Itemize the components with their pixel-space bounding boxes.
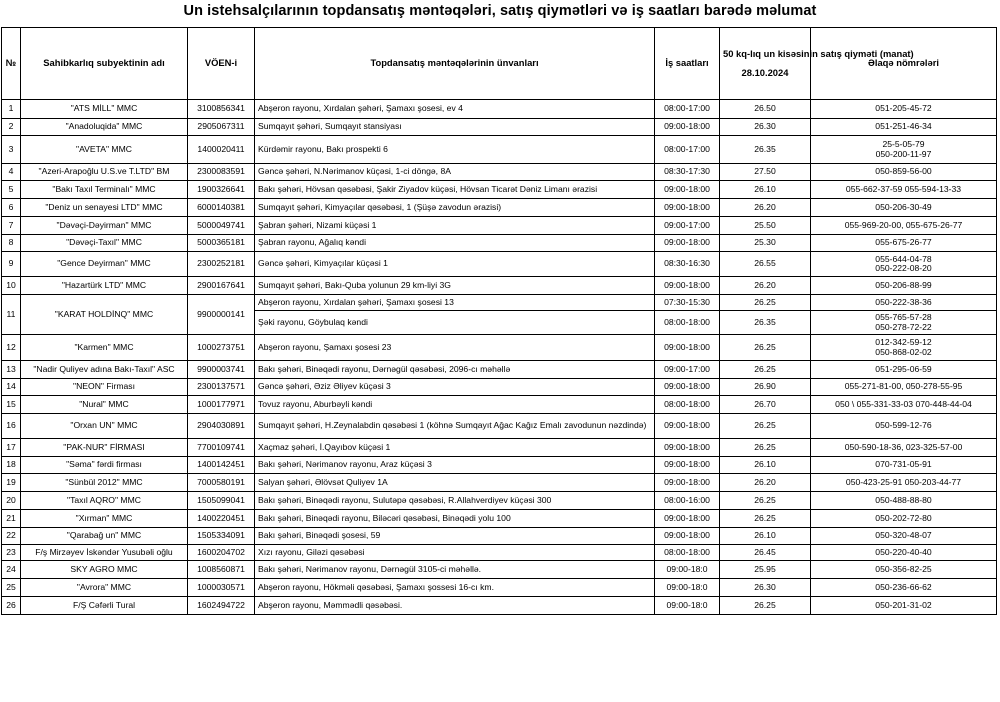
cell-price: 26.25	[720, 335, 811, 361]
cell-voen: 2300252181	[188, 252, 255, 277]
cell-price: 25.50	[720, 217, 811, 235]
cell-name: F/Ş Cəfərli Tural	[21, 597, 188, 615]
cell-no: 24	[2, 561, 21, 579]
cell-phones: 050-859-56-00	[811, 164, 997, 181]
cell-price: 26.90	[720, 379, 811, 396]
cell-address: Bakı şəhəri, Hövsan qəsəbəsi, Şakir Ziyadov küçəsi, Hövsan Ticarət Dəniz Limanı ərazisi	[255, 181, 655, 199]
cell-address: Bakı şəhəri, Nərimanov rayonu, Araz küçəsi 3	[255, 457, 655, 474]
cell-name: "NEON" Firması	[21, 379, 188, 396]
cell-address: Salyan şəhəri, Əlövsət Quliyev 1A	[255, 474, 655, 492]
cell-voen: 2300083591	[188, 164, 255, 181]
cell-address: Sumqayıt şəhəri, Sumqayıt stansiyası	[255, 119, 655, 136]
cell-name: "AVETA" MMC	[21, 136, 188, 164]
cell-hours: 09:00-18:00	[655, 528, 720, 545]
cell-phones: 051-205-45-72	[811, 100, 997, 119]
cell-no: 22	[2, 528, 21, 545]
cell-voen: 1900326641	[188, 181, 255, 199]
cell-no: 5	[2, 181, 21, 199]
cell-hours: 09:00-18:00	[655, 379, 720, 396]
cell-price: 26.10	[720, 528, 811, 545]
header-row	[2, 28, 997, 100]
cell-price: 26.20	[720, 474, 811, 492]
cell-price: 25.95	[720, 561, 811, 579]
cell-price: 26.25	[720, 295, 811, 311]
table-row	[2, 235, 997, 252]
cell-hours: 09:00-18:00	[655, 474, 720, 492]
cell-no: 10	[2, 277, 21, 295]
cell-price: 26.30	[720, 119, 811, 136]
cell-hours: 08:00-18:00	[655, 545, 720, 561]
header-voen: VÖEN-i	[188, 28, 255, 100]
cell-price: 25.30	[720, 235, 811, 252]
document-title: Un istehsalçılarının topdansatış məntəqələri, satış qiymətləri və iş saatları barədə məlumat	[183, 3, 817, 19]
cell-name: "Orxan UN" MMC	[21, 414, 188, 439]
table-row	[2, 199, 997, 217]
cell-price: 26.25	[720, 414, 811, 439]
cell-no: 21	[2, 510, 21, 528]
cell-no: 20	[2, 492, 21, 510]
table-row	[2, 119, 997, 136]
table-row	[2, 597, 997, 615]
cell-name: F/ş Mirzəyev İskəndər Yusubəli oğlu	[21, 545, 188, 561]
cell-phones: 050-356-82-25	[811, 561, 997, 579]
producers-table	[1, 27, 997, 615]
cell-hours: 09:00-18:00	[655, 199, 720, 217]
cell-name: "Nural" MMC	[21, 396, 188, 414]
cell-hours: 08:00-18:00	[655, 311, 720, 335]
cell-voen: 5000049741	[188, 217, 255, 235]
cell-phones: 055-662-37-59 055-594-13-33	[811, 181, 997, 199]
cell-hours: 09:00-17:00	[655, 217, 720, 235]
cell-address: Abşeron rayonu, Xırdalan şəhəri, Şamaxı şosesi, ev 4	[255, 100, 655, 119]
cell-hours: 09:00-18:0	[655, 597, 720, 615]
cell-address: Abşeron rayonu, Hökməli qəsəbəsi, Şamaxı şossesi 16-cı km.	[255, 579, 655, 597]
table-row	[2, 528, 997, 545]
cell-phones: 050-222-38-36	[811, 295, 997, 311]
cell-address: Şabran şəhəri, Nizami küçəsi 1	[255, 217, 655, 235]
cell-address: Abşeron rayonu, Məmmədli qəsəbəsi.	[255, 597, 655, 615]
cell-no: 11	[2, 295, 21, 335]
cell-hours: 08:30-16:30	[655, 252, 720, 277]
cell-name: "Gence Deyirman" MMC	[21, 252, 188, 277]
cell-hours: 08:30-17:30	[655, 164, 720, 181]
cell-no: 1	[2, 100, 21, 119]
cell-address: Abşeron rayonu, Şamaxı şosesi 23	[255, 335, 655, 361]
cell-phones: 050-206-30-49	[811, 199, 997, 217]
cell-phones: 25-5-05-79 050-200-11-97	[811, 136, 997, 164]
cell-price: 26.45	[720, 545, 811, 561]
cell-phones: 055-765-57-28 050-278-72-22	[811, 311, 997, 335]
cell-price: 27.50	[720, 164, 811, 181]
table-row	[2, 379, 997, 396]
cell-name: "Taxıl AQRO" MMC	[21, 492, 188, 510]
cell-voen: 1008560871	[188, 561, 255, 579]
cell-no: 2	[2, 119, 21, 136]
cell-voen: 7000580191	[188, 474, 255, 492]
cell-no: 6	[2, 199, 21, 217]
cell-hours: 09:00-18:00	[655, 119, 720, 136]
cell-phones: 050 \ 055-331-33-03 070-448-44-04	[811, 396, 997, 414]
table-row	[2, 181, 997, 199]
cell-voen: 9900000141	[188, 295, 255, 335]
cell-price: 26.10	[720, 181, 811, 199]
cell-name: "Karmen" MMC	[21, 335, 188, 361]
cell-hours: 08:00-16:00	[655, 492, 720, 510]
cell-no: 23	[2, 545, 21, 561]
cell-voen: 1400020411	[188, 136, 255, 164]
cell-price: 26.55	[720, 252, 811, 277]
cell-phones: 050-201-31-02	[811, 597, 997, 615]
cell-phones: 050-488-88-80	[811, 492, 997, 510]
cell-address: Gəncə şəhəri, Kimyaçılar küçəsi 1	[255, 252, 655, 277]
cell-phones: 070-731-05-91	[811, 457, 997, 474]
table-row	[2, 414, 997, 439]
cell-name: SKY AGRO MMC	[21, 561, 188, 579]
header-no: №	[2, 28, 21, 100]
cell-name: "Deniz un senayesi LTD" MMC	[21, 199, 188, 217]
cell-phones: 050-206-88-99	[811, 277, 997, 295]
cell-price: 26.30	[720, 579, 811, 597]
cell-voen: 1505334091	[188, 528, 255, 545]
cell-address: Sumqayıt şəhəri, H.Zeynalabdin qəsəbəsi 1 (köhnə Sumqayıt Ağac Kağız Emalı zavodunun nəzdində)	[255, 414, 655, 439]
cell-no: 9	[2, 252, 21, 277]
table-row	[2, 136, 997, 164]
cell-hours: 09:00-18:0	[655, 561, 720, 579]
table-row	[2, 579, 997, 597]
cell-phones: 051-251-46-34	[811, 119, 997, 136]
cell-price: 26.25	[720, 510, 811, 528]
cell-phones: 050-423-25-91 050-203-44-77	[811, 474, 997, 492]
cell-address: Bakı şəhəri, Binəqədi şosesi, 59	[255, 528, 655, 545]
cell-price: 26.70	[720, 396, 811, 414]
cell-name: "PAK-NUR" FİRMASI	[21, 439, 188, 457]
cell-voen: 2300137571	[188, 379, 255, 396]
table-row	[2, 295, 997, 311]
cell-voen: 1000273751	[188, 335, 255, 361]
cell-hours: 09:00-18:00	[655, 335, 720, 361]
cell-name: "Avrora" MMC	[21, 579, 188, 597]
cell-hours: 09:00-18:00	[655, 457, 720, 474]
table-row	[2, 100, 997, 119]
cell-price: 26.50	[720, 100, 811, 119]
cell-phones: 050-202-72-80	[811, 510, 997, 528]
cell-voen: 1400142451	[188, 457, 255, 474]
cell-address: Gəncə şəhəri, Əziz Əliyev küçəsi 3	[255, 379, 655, 396]
cell-address: Xaçmaz şəhəri, İ.Qayıbov küçəsi 1	[255, 439, 655, 457]
cell-price: 26.25	[720, 597, 811, 615]
cell-name: "KARAT HOLDİNQ" MMC	[21, 295, 188, 335]
table-row	[2, 510, 997, 528]
cell-voen: 7700109741	[188, 439, 255, 457]
cell-name: "Bakı Taxıl Terminalı" MMC	[21, 181, 188, 199]
cell-phones: 055-271-81-00, 050-278-55-95	[811, 379, 997, 396]
cell-phones: 012-342-59-12 050-868-02-02	[811, 335, 997, 361]
header-price-date: 28.10.2024	[741, 66, 789, 78]
cell-hours: 08:00-17:00	[655, 100, 720, 119]
cell-price: 26.10	[720, 457, 811, 474]
table-row	[2, 561, 997, 579]
header-address: Topdansatış məntəqələrinin ünvanları	[255, 28, 655, 100]
cell-hours: 09:00-18:00	[655, 181, 720, 199]
cell-voen: 1000177971	[188, 396, 255, 414]
table-row	[2, 545, 997, 561]
cell-no: 19	[2, 474, 21, 492]
cell-no: 16	[2, 414, 21, 439]
cell-voen: 1400220451	[188, 510, 255, 528]
cell-no: 12	[2, 335, 21, 361]
cell-hours: 09:00-18:0	[655, 579, 720, 597]
cell-address: Bakı şəhəri, Binəqədi rayonu, Sulutəpə qəsəbəsi, R.Allahverdiyev küçəsi 300	[255, 492, 655, 510]
table-row	[2, 492, 997, 510]
cell-address: Kürdəmir rayonu, Bakı prospekti 6	[255, 136, 655, 164]
table-row	[2, 252, 997, 277]
cell-no: 3	[2, 136, 21, 164]
table-row	[2, 217, 997, 235]
table-row	[2, 474, 997, 492]
cell-name: "Dəvəçi-Taxıl" MMC	[21, 235, 188, 252]
table-row	[2, 457, 997, 474]
table-row	[2, 277, 997, 295]
cell-voen: 6000140381	[188, 199, 255, 217]
cell-address: Abşeron rayonu, Xırdalan şəhəri, Şamaxı şosesi 13	[255, 295, 655, 311]
cell-voen: 2904030891	[188, 414, 255, 439]
cell-hours: 09:00-18:00	[655, 235, 720, 252]
cell-price: 26.25	[720, 361, 811, 379]
cell-phones: 050-220-40-40	[811, 545, 997, 561]
cell-no: 14	[2, 379, 21, 396]
cell-no: 15	[2, 396, 21, 414]
cell-hours: 09:00-18:00	[655, 414, 720, 439]
cell-address: Şəki rayonu, Göybulaq kəndi	[255, 311, 655, 335]
cell-voen: 3100856341	[188, 100, 255, 119]
cell-name: "Sünbül 2012" MMC	[21, 474, 188, 492]
header-phones: Əlaqə nömrələri	[811, 28, 997, 100]
cell-price: 26.35	[720, 311, 811, 335]
cell-voen: 2905067311	[188, 119, 255, 136]
cell-no: 26	[2, 597, 21, 615]
cell-hours: 09:00-18:00	[655, 277, 720, 295]
cell-price: 26.20	[720, 277, 811, 295]
cell-address: Sumqayıt şəhəri, Kimyaçılar qəsəbəsi, 1 (Şüşə zavodun ərazisi)	[255, 199, 655, 217]
cell-phones: 050-320-48-07	[811, 528, 997, 545]
cell-price: 26.25	[720, 439, 811, 457]
cell-hours: 09:00-17:00	[655, 361, 720, 379]
cell-voen: 5000365181	[188, 235, 255, 252]
table-row	[2, 164, 997, 181]
cell-phones: 050-236-66-62	[811, 579, 997, 597]
cell-voen: 9900003741	[188, 361, 255, 379]
table-row	[2, 396, 997, 414]
table-row	[2, 439, 997, 457]
cell-address: Xızı rayonu, Giləzi qəsəbəsi	[255, 545, 655, 561]
cell-no: 18	[2, 457, 21, 474]
cell-name: "Azeri-Arapoğlu U.S.ve T.LTD" BM	[21, 164, 188, 181]
cell-phones: 055-644-04-78 050-222-08-20	[811, 252, 997, 277]
cell-hours: 08:00-18:00	[655, 396, 720, 414]
table-row	[2, 335, 997, 361]
cell-hours: 08:00-17:00	[655, 136, 720, 164]
cell-name: "Nadir Quliyev adına Bakı-Taxıl" ASC	[21, 361, 188, 379]
cell-no: 7	[2, 217, 21, 235]
cell-no: 8	[2, 235, 21, 252]
cell-price: 26.20	[720, 199, 811, 217]
cell-name: "ATS MİLL" MMC	[21, 100, 188, 119]
cell-price: 26.35	[720, 136, 811, 164]
cell-no: 25	[2, 579, 21, 597]
header-hours: İş saatları	[655, 28, 720, 100]
cell-phones: 050-599-12-76	[811, 414, 997, 439]
cell-address: Tovuz rayonu, Aburbəyli kəndi	[255, 396, 655, 414]
cell-name: "Hazartürk LTD" MMC	[21, 277, 188, 295]
cell-address: Şabran rayonu, Ağalıq kəndi	[255, 235, 655, 252]
cell-voen: 1000030571	[188, 579, 255, 597]
cell-price: 26.25	[720, 492, 811, 510]
cell-no: 4	[2, 164, 21, 181]
cell-name: "Qarabağ un" MMC	[21, 528, 188, 545]
cell-voen: 1600204702	[188, 545, 255, 561]
cell-name: "Xırman" MMC	[21, 510, 188, 528]
cell-address: Bakı şəhəri, Nərimanov rayonu, Dərnəgül 3105-ci məhəllə.	[255, 561, 655, 579]
table-row	[2, 361, 997, 379]
cell-hours: 09:00-18:00	[655, 439, 720, 457]
cell-voen: 1505099041	[188, 492, 255, 510]
cell-name: "Anadoluqida" MMC	[21, 119, 188, 136]
cell-address: Sumqayıt şəhəri, Bakı-Quba yolunun 29 km-liyi 3G	[255, 277, 655, 295]
cell-no: 17	[2, 439, 21, 457]
cell-phones: 050-590-18-36, 023-325-57-00	[811, 439, 997, 457]
cell-phones: 051-295-06-59	[811, 361, 997, 379]
cell-phones: 055-969-20-00, 055-675-26-77	[811, 217, 997, 235]
cell-hours: 07:30-15:30	[655, 295, 720, 311]
cell-voen: 1602494722	[188, 597, 255, 615]
header-name: Sahibkarlıq subyektinin adı	[21, 28, 188, 100]
cell-address: Bakı şəhəri, Binəqədi rayonu, Dərnəgül qəsəbəsi, 2096-cı məhəllə	[255, 361, 655, 379]
cell-address: Bakı şəhəri, Binəqədi rayonu, Biləcəri qəsəbəsi, Binəqədi yolu 100	[255, 510, 655, 528]
cell-phones: 055-675-26-77	[811, 235, 997, 252]
cell-name: "Dəvəçi-Dəyirman" MMC	[21, 217, 188, 235]
cell-address: Gəncə şəhəri, N.Nərimanov küçəsi, 1-ci döngə, 8A	[255, 164, 655, 181]
cell-name: "Səma" fərdi firması	[21, 457, 188, 474]
header-price-label: 50 kq-lıq un kisəsinin satış qiyməti (manat)	[723, 48, 914, 60]
cell-no: 13	[2, 361, 21, 379]
cell-hours: 09:00-18:00	[655, 510, 720, 528]
cell-voen: 2900167641	[188, 277, 255, 295]
